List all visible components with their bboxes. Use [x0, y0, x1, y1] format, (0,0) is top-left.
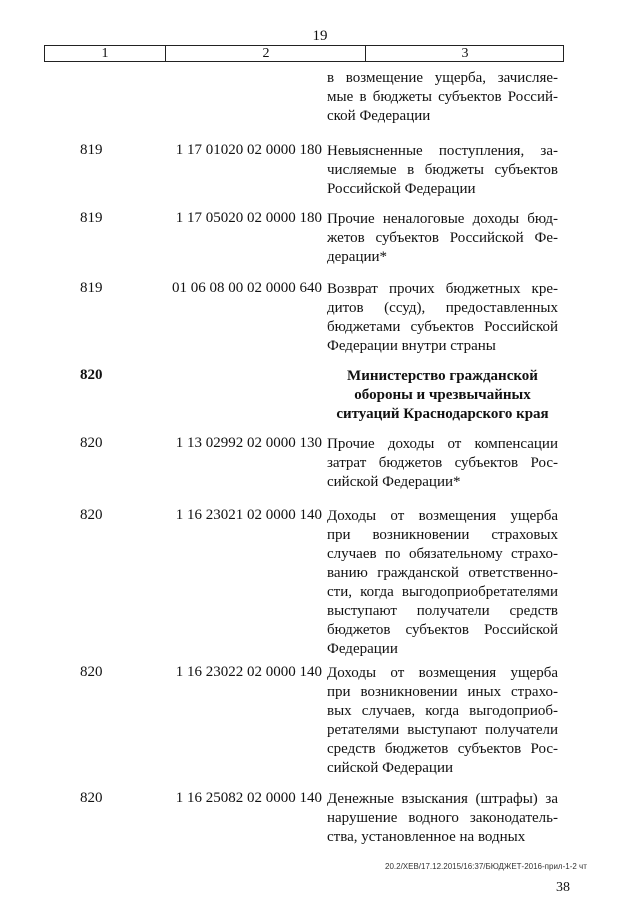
- description-line: мые в бюджеты субъектов Россий-: [327, 89, 558, 105]
- budget-code-cell: 1 16 25082 02 0000 140: [175, 790, 322, 806]
- description-line: Федерации внутри страны: [327, 338, 496, 354]
- admin-code-cell: 820: [80, 790, 103, 806]
- page-number: 19: [312, 28, 328, 44]
- description-line: обороны и чрезвычайных: [354, 387, 531, 403]
- description-cell: [327, 664, 558, 778]
- description-cell: [327, 790, 558, 847]
- description-line: сийской Федерации: [327, 760, 454, 776]
- admin-code-cell: 820: [80, 435, 103, 451]
- description-line: вых случаев, когда выгодоприоб-: [327, 703, 558, 719]
- description-line: Невыясненные поступления, за-: [327, 143, 558, 159]
- description-cell: [327, 435, 558, 492]
- description-cell: [327, 210, 558, 267]
- description-line: сийской Федерации*: [327, 474, 461, 490]
- description-line: ретателями выступают получатели: [327, 722, 558, 738]
- description-line: бюджетов субъектов Российской: [327, 622, 558, 638]
- description-line: дитов (ссуд), предоставленных: [327, 300, 558, 316]
- admin-code-cell: 820: [80, 664, 103, 680]
- description-line: Прочие доходы от компенсации: [327, 436, 558, 452]
- description-line: Возврат прочих бюджетных кре-: [327, 281, 558, 297]
- admin-code-cell: 819: [80, 142, 103, 158]
- description-line: выступают получатели средств: [327, 603, 558, 619]
- description-line: числяемые в бюджеты субъектов: [327, 162, 558, 178]
- description-line: Доходы от возмещения ущерба: [327, 665, 558, 681]
- admin-code-cell: 820: [80, 507, 103, 523]
- budget-code-cell: 1 17 05020 02 0000 180: [175, 210, 322, 226]
- description-cell: [327, 507, 558, 659]
- header-col-1: 1: [101, 46, 109, 61]
- description-line: Денежные взыскания (штрафы) за: [327, 791, 558, 807]
- description-line: сти, когда выгодоприобретателями: [327, 584, 558, 600]
- description-line: в возмещение ущерба, зачисляе-: [327, 70, 558, 86]
- header-col-3: 3: [365, 46, 564, 61]
- description-cell: [327, 280, 558, 356]
- description-line: дерации*: [327, 249, 388, 265]
- description-cell: [327, 367, 558, 424]
- description-line: ванию гражданской ответственно-: [327, 565, 558, 581]
- budget-code-cell: 1 16 23022 02 0000 140: [175, 664, 322, 680]
- description-line: Прочие неналоговые доходы бюд-: [327, 211, 558, 227]
- footer-page-number: 38: [556, 880, 570, 895]
- description-line: Российской Федерации: [327, 181, 476, 197]
- description-line: Министерство гражданской: [347, 368, 538, 384]
- description-line: ства, установленное на водных: [327, 829, 526, 845]
- description-line: случаев по обязательному страхо-: [327, 546, 558, 562]
- budget-code-cell: 1 17 01020 02 0000 180: [175, 142, 322, 158]
- budget-code-cell: 1 13 02992 02 0000 130: [175, 435, 322, 451]
- description-line: нарушение водного законодатель-: [327, 810, 558, 826]
- description-cell: [327, 69, 558, 126]
- table-header: [44, 45, 564, 62]
- description-cell: [327, 142, 558, 199]
- description-line: ской Федерации: [327, 108, 431, 124]
- description-line: Доходы от возмещения ущерба: [327, 508, 558, 524]
- admin-code-cell: 819: [80, 210, 103, 226]
- description-line: бюджетами субъектов Российской: [327, 319, 558, 335]
- description-line: при возникновении страховых: [327, 527, 558, 543]
- header-col-2: 2: [165, 46, 366, 61]
- admin-code-cell: 819: [80, 280, 103, 296]
- budget-code-cell: 1 16 23021 02 0000 140: [175, 507, 322, 523]
- admin-code-cell: 820: [80, 367, 103, 383]
- description-line: ситуаций Краснодарского края: [336, 406, 549, 422]
- description-line: при возникновении иных страхо-: [327, 684, 558, 700]
- document-code: 20.2/ХЕВ/17.12.2015/16:37/БЮДЖЕТ-2016-прил-1-2 чт: [385, 862, 587, 871]
- description-line: Федерации: [327, 641, 398, 657]
- description-line: средств бюджетов субъектов Рос-: [327, 741, 558, 757]
- budget-code-cell: 01 06 08 00 02 0000 640: [172, 280, 322, 296]
- description-line: жетов субъектов Российской Фе-: [327, 230, 558, 246]
- description-line: затрат бюджетов субъектов Рос-: [327, 455, 558, 471]
